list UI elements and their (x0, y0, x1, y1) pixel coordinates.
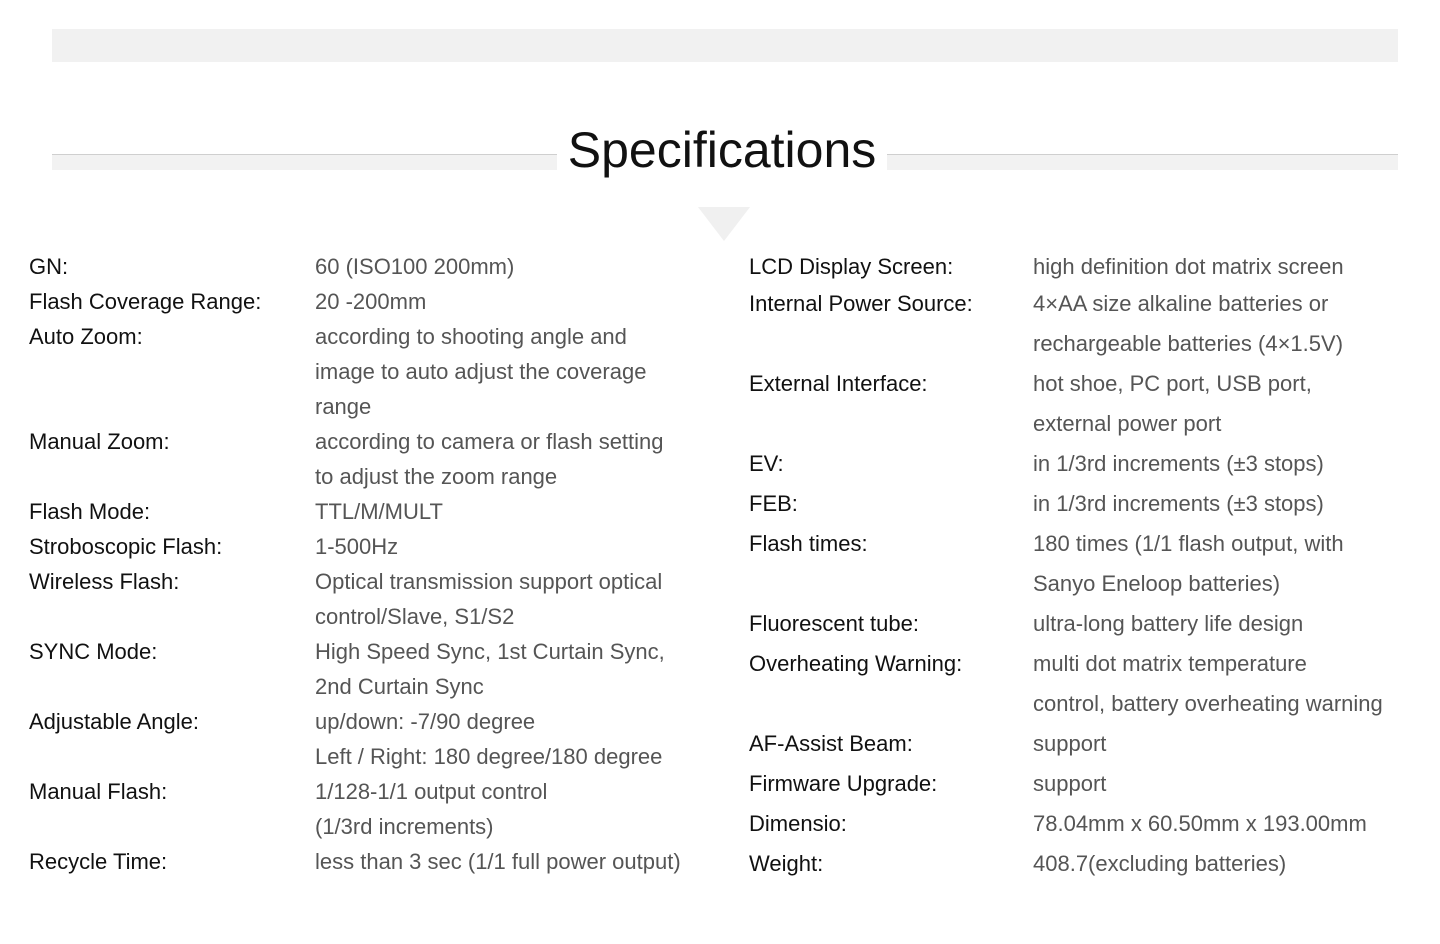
page-title: Specifications (567, 122, 877, 178)
spec-row (29, 704, 729, 774)
spec-row (29, 424, 729, 494)
spec-label: Flash Mode: (29, 499, 151, 524)
title-rule-left (52, 154, 557, 170)
spec-label: SYNC Mode: (29, 639, 158, 664)
spec-value: support (1033, 771, 1107, 796)
spec-row (749, 724, 1429, 764)
spec-label: Flash Coverage Range: (29, 289, 262, 314)
spec-row (749, 804, 1429, 844)
spec-row (749, 844, 1429, 884)
spec-label: Manual Flash: (29, 779, 168, 804)
spec-value: according to shooting angle and image to auto adjust the coverage range (315, 324, 647, 419)
spec-label: Wireless Flash: (29, 569, 180, 594)
spec-row (29, 249, 729, 284)
spec-row (749, 364, 1429, 444)
spec-label: GN: (29, 254, 69, 279)
spec-label: Recycle Time: (29, 849, 168, 874)
spec-row (749, 249, 1429, 284)
spec-value: hot shoe, PC port, USB port, external power port (1033, 371, 1312, 436)
spec-value: high definition dot matrix screen (1033, 254, 1344, 279)
spec-label: Flash times: (749, 531, 868, 556)
spec-label: Stroboscopic Flash: (29, 534, 223, 559)
spec-value: in 1/3rd increments (±3 stops) (1033, 491, 1324, 516)
spec-label: Manual Zoom: (29, 429, 170, 454)
spec-value: High Speed Sync, 1st Curtain Sync, 2nd Curtain Sync (315, 639, 665, 699)
spec-row (749, 524, 1429, 604)
spec-row (749, 604, 1429, 644)
spec-value: 4×AA size alkaline batteries or rechargeable batteries (4×1.5V) (1033, 291, 1344, 356)
spec-column-right (749, 249, 1429, 884)
spec-row (749, 764, 1429, 804)
spec-row (29, 284, 729, 319)
spec-row (29, 529, 729, 564)
spec-row (29, 319, 729, 424)
spec-value: 78.04mm x 60.50mm x 193.00mm (1033, 811, 1367, 836)
spec-label: LCD Display Screen: (749, 254, 954, 279)
spec-value: support (1033, 731, 1107, 756)
spec-label: External Interface: (749, 371, 928, 396)
spec-value: Optical transmission support optical control/Slave, S1/S2 (315, 569, 663, 629)
spec-row (29, 494, 729, 529)
spec-label: Firmware Upgrade: (749, 771, 938, 796)
top-banner-bar (52, 29, 1398, 62)
spec-value: up/down: -7/90 degree Left / Right: 180 degree/180 degree (315, 709, 663, 769)
spec-row (29, 844, 729, 879)
spec-label: Weight: (749, 851, 824, 876)
down-arrow-icon (698, 207, 750, 241)
spec-row (29, 634, 729, 704)
spec-value: multi dot matrix temperature control, battery overheating warning (1033, 651, 1383, 716)
spec-label: Fluorescent tube: (749, 611, 919, 636)
spec-value: in 1/3rd increments (±3 stops) (1033, 451, 1324, 476)
spec-row (749, 484, 1429, 524)
spec-label: Adjustable Angle: (29, 709, 200, 734)
spec-row (29, 774, 729, 844)
spec-label: AF-Assist Beam: (749, 731, 913, 756)
spec-column-left (29, 249, 729, 879)
spec-label: EV: (749, 451, 784, 476)
spec-value: 60 (ISO100 200mm) (315, 254, 515, 279)
spec-label: FEB: (749, 491, 798, 516)
spec-row (29, 564, 729, 634)
spec-row (749, 644, 1429, 724)
spec-value: 180 times (1/1 flash output, with Sanyo Eneloop batteries) (1033, 531, 1344, 596)
spec-label: Internal Power Source: (749, 291, 973, 316)
spec-value: 408.7(excluding batteries) (1033, 851, 1287, 876)
spec-row (749, 444, 1429, 484)
spec-value: less than 3 sec (1/1 full power output) (315, 849, 681, 874)
spec-value: ultra-long battery life design (1033, 611, 1304, 636)
spec-value: according to camera or flash setting to adjust the zoom range (315, 429, 664, 489)
spec-row (749, 284, 1429, 364)
spec-value: TTL/M/MULT (315, 499, 443, 524)
spec-value: 1-500Hz (315, 534, 399, 559)
spec-label: Dimensio: (749, 811, 847, 836)
spec-label: Overheating Warning: (749, 651, 963, 676)
spec-value: 20 -200mm (315, 289, 427, 314)
spec-value: 1/128-1/1 output control (1/3rd increments) (315, 779, 548, 839)
title-rule-right (887, 154, 1398, 170)
spec-label: Auto Zoom: (29, 324, 143, 349)
